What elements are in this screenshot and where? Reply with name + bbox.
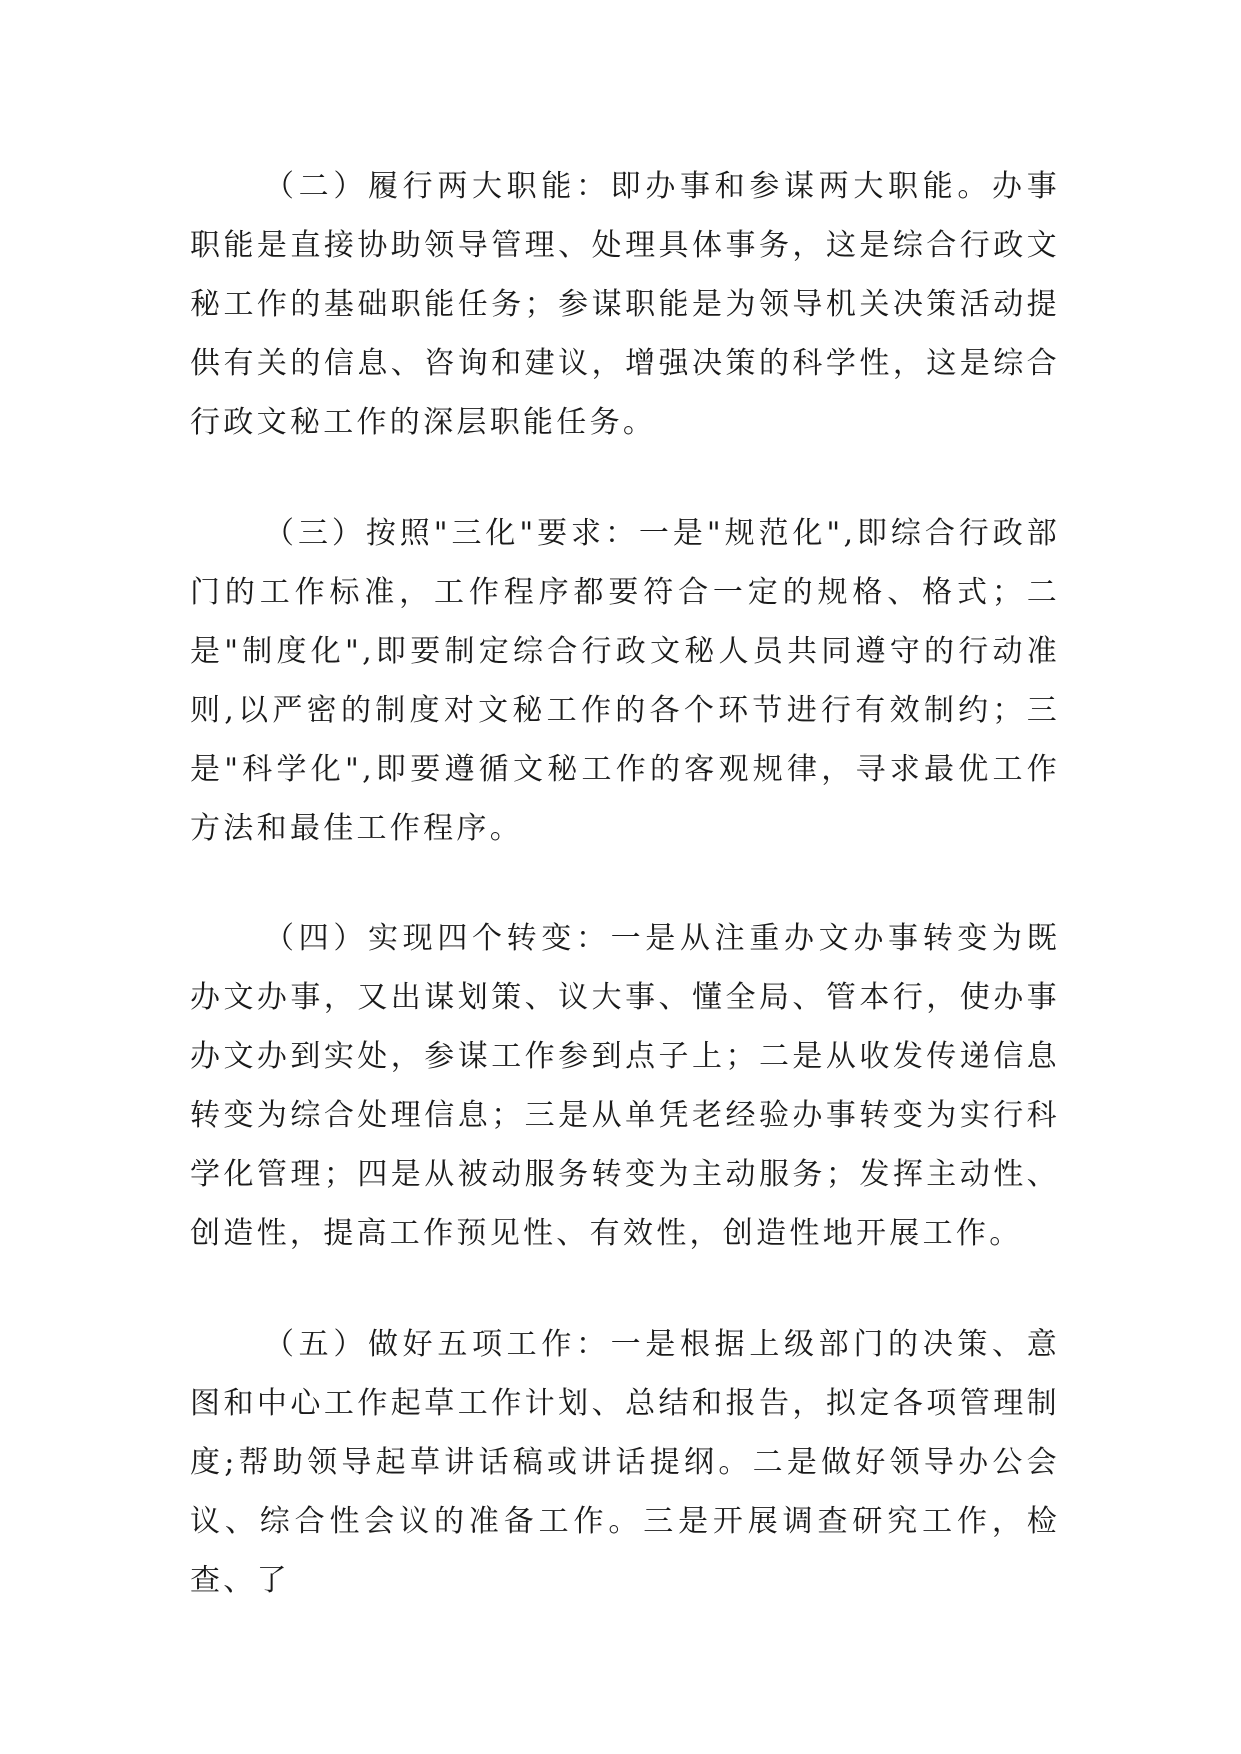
paragraph-two-functions: （二）履行两大职能：即办事和参谋两大职能。办事职能是直接协助领导管理、处理具体事务，这是综合行政文秘工作的基础职能任务；参谋职能是为领导机关决策活动提供有关的信息、咨询和建议，增强决策的科学性，这是综合行政文秘工作的深层职能任务。 xyxy=(190,169,1060,440)
paragraph-four-transformations: （四）实现四个转变：一是从注重办文办事转变为既办文办事，又出谋划策、议大事、懂全局、管本行，使办事办文办到实处，参谋工作参到点子上；二是从收发传递信息转变为综合处理信息；三是从单凭老经验办事转变为实行科学化管理；四是从被动服务转变为主动服务；发挥主动性、创造性，提高工作预见性、有效性，创造性地开展工作。 xyxy=(190,921,1060,1251)
paragraph-three-requirements: （三）按照"三化"要求：一是"规范化",即综合行政部门的工作标准，工作程序都要符合一定的规格、格式；二是"制度化",即要制定综合行政文秘人员共同遵守的行动准则,以严密的制度对文秘工作的各个环节进行有效制约；三是"科学化",即要遵循文秘工作的客观规律，寻求最优工作方法和最佳工作程序。 xyxy=(190,516,1060,846)
paragraph-five-tasks: （五）做好五项工作：一是根据上级部门的决策、意图和中心工作起草工作计划、总结和报告，拟定各项管理制度;帮助领导起草讲话稿或讲话提纲。二是做好领导办公会议、综合性会议的准备工作。三是开展调查研究工作，检查、了 xyxy=(190,1327,1060,1598)
